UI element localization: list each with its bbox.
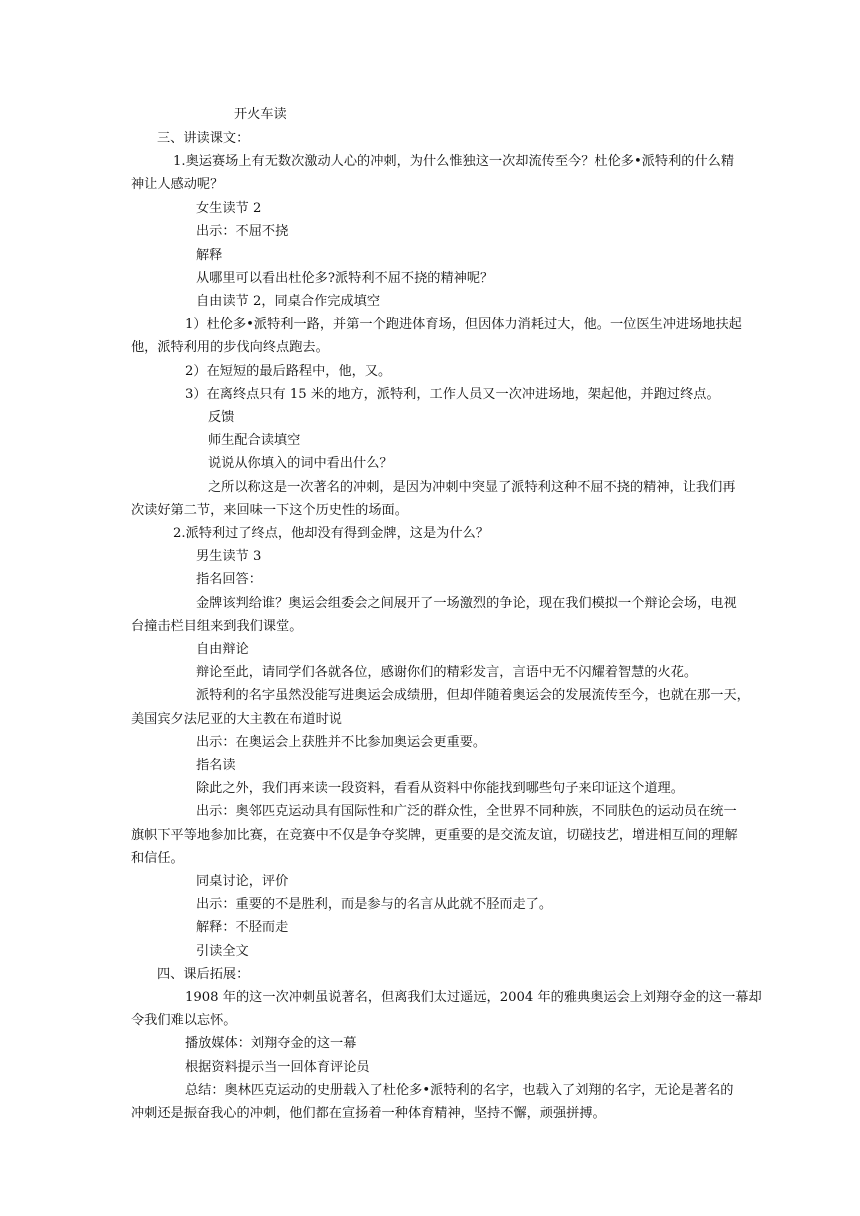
text-line: 解释 (196, 248, 223, 263)
text-line: 从哪里可以看出杜伦多?派特利不屈不挠的精神呢？ (196, 271, 494, 286)
text-line: 自由辩论 (196, 642, 249, 657)
text-line: 女生读节 2 (196, 201, 262, 216)
text-line: 出示：奥邻匹克运动具有国际性和广泛的群众性，全世界不同种族，不同肤色的运动员在统一 (196, 804, 737, 819)
question-heading: 1.奥运赛场上有无数次激动人心的冲刺，为什么惟独这一次却流传至今？杜伦多•派特利的什么精 (173, 154, 735, 169)
text-line: 根据资料提示当一回体育评论员 (185, 1060, 370, 1075)
text-line: 金牌该判给谁？奥运会组委会之间展开了一场激烈的争论，现在我们模拟一个辩论会场，电视 (196, 596, 737, 611)
text-line: 和信任。 (131, 851, 184, 866)
text-line: 台撞击栏目组来到我们课堂。 (131, 619, 303, 634)
text-line: 同桌讨论，评价 (196, 874, 289, 889)
text-line: 自由读节 2，同桌合作完成填空 (196, 294, 381, 309)
section-heading: 三、讲读课文： (157, 131, 250, 146)
text-line: 开火车读 (234, 107, 287, 122)
text-line: 总结：奥林匹克运动的史册载入了杜伦多•派特利的名字，也载入了刘翔的名字，无论是著名的 (185, 1083, 734, 1098)
text-line: 师生配合读填空 (208, 433, 301, 448)
text-line: 解释：不胫而走 (196, 920, 289, 935)
text-line: 美国宾夕法尼亚的大主教在布道时说 (131, 712, 342, 727)
text-line: 除此之外，我们再来读一段资料，看看从资料中你能找到哪些句子来印证这个道理。 (196, 781, 684, 796)
text-line: 他，派特利用的步伐向终点跑去。 (131, 340, 329, 355)
text-line: 说说从你填入的词中看出什么？ (208, 456, 393, 471)
text-line: 之所以称这是一次著名的冲刺，是因为冲刺中突显了派特利这种不屈不挠的精神，让我们再 (208, 480, 736, 495)
text-line: 1）杜伦多•派特利一路，并第一个跑进体育场，但因体力消耗过大，他。一位医生冲进场地扶起 (185, 317, 742, 332)
text-line: 神让人感动呢？ (131, 177, 224, 192)
section-heading: 四、课后拓展： (157, 967, 250, 982)
text-line: 出示：在奥运会上获胜并不比参加奥运会更重要。 (196, 735, 487, 750)
text-line: 派特利的名字虽然没能写进奥运会成绩册，但却伴随着奥运会的发展流传至今，也就在那一天， (196, 688, 750, 703)
text-line: 辩论至此，请同学们各就各位，感谢你们的精彩发言，言语中无不闪耀着智慧的火花。 (196, 665, 698, 680)
text-line: 2）在短短的最后路程中，他，又。 (185, 364, 392, 379)
text-line: 3）在离终点只有 15 米的地方，派特利，工作人员又一次冲进场地，架起他，并跑过终点。 (185, 387, 720, 402)
text-line: 反馈 (208, 410, 235, 425)
text-line: 冲刺还是振奋我心的冲刺，他们都在宣扬着一种体育精神，坚持不懈，顽强拼搏。 (131, 1106, 606, 1121)
text-line: 男生读节 3 (196, 549, 262, 564)
text-line: 1908 年的这一次冲刺虽说著名，但离我们太过遥远，2004 年的雅典奥运会上刘翔夺金的这一幕却 (185, 990, 762, 1005)
text-line: 出示：重要的不是胜利，而是参与的名言从此就不胫而走了。 (196, 897, 553, 912)
text-line: 出示：不屈不挠 (196, 224, 289, 239)
text-line: 旗帜下平等地参加比赛，在竞赛中不仅是争夺奖牌，更重要的是交流友谊，切磋技艺，增进相互间的理解 (131, 828, 738, 843)
text-line: 指名读 (196, 758, 236, 773)
text-line: 引读全文 (196, 944, 249, 959)
text-line: 令我们难以忘怀。 (131, 1013, 237, 1028)
text-line: 指名回答： (196, 572, 262, 587)
text-line: 播放媒体：刘翔夺金的这一幕 (185, 1036, 357, 1051)
question-heading: 2.派特利过了终点，他却没有得到金牌，这是为什么？ (173, 526, 489, 541)
text-line: 次读好第二节，来回味一下这个历史性的场面。 (131, 503, 408, 518)
